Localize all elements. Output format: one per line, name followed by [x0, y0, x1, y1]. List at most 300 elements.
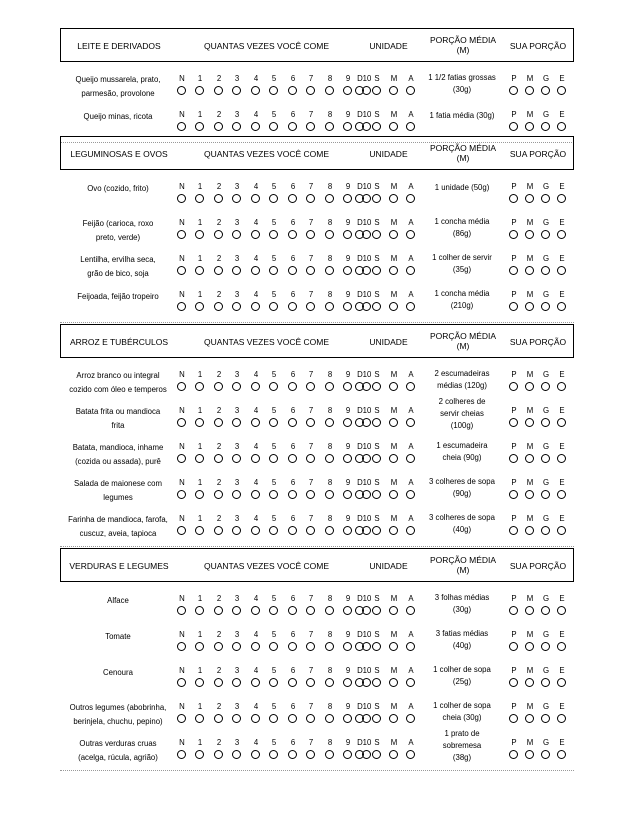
freq-option-6[interactable] — [288, 86, 297, 95]
unit-option-S[interactable] — [372, 266, 381, 275]
freq-option-8[interactable] — [325, 678, 334, 687]
freq-option-6[interactable] — [288, 382, 297, 391]
size-option-G[interactable] — [541, 266, 550, 275]
freq-option-6[interactable] — [288, 714, 297, 723]
size-option-P[interactable] — [509, 526, 518, 535]
freq-option-2[interactable] — [214, 642, 223, 651]
freq-option-8[interactable] — [325, 230, 334, 239]
unit-option-M[interactable] — [389, 382, 398, 391]
unit-option-D[interactable] — [355, 454, 364, 463]
unit-option-D[interactable] — [355, 642, 364, 651]
freq-option-9[interactable] — [343, 678, 352, 687]
freq-option-N[interactable] — [177, 454, 186, 463]
unit-option-D[interactable] — [355, 418, 364, 427]
size-option-M[interactable] — [525, 714, 534, 723]
size-option-G[interactable] — [541, 122, 550, 131]
unit-option-M[interactable] — [389, 122, 398, 131]
freq-option-7[interactable] — [306, 606, 315, 615]
freq-option-1[interactable] — [195, 86, 204, 95]
size-option-E[interactable] — [557, 122, 566, 131]
size-option-M[interactable] — [525, 382, 534, 391]
freq-option-1[interactable] — [195, 382, 204, 391]
freq-option-3[interactable] — [232, 230, 241, 239]
freq-option-2[interactable] — [214, 122, 223, 131]
freq-option-5[interactable] — [269, 194, 278, 203]
freq-option-2[interactable] — [214, 750, 223, 759]
freq-option-5[interactable] — [269, 750, 278, 759]
freq-option-9[interactable] — [343, 382, 352, 391]
size-option-M[interactable] — [525, 750, 534, 759]
size-option-P[interactable] — [509, 418, 518, 427]
freq-option-5[interactable] — [269, 490, 278, 499]
freq-option-7[interactable] — [306, 266, 315, 275]
unit-option-A[interactable] — [406, 714, 415, 723]
freq-option-8[interactable] — [325, 194, 334, 203]
freq-option-7[interactable] — [306, 490, 315, 499]
size-option-P[interactable] — [509, 266, 518, 275]
freq-option-N[interactable] — [177, 678, 186, 687]
freq-option-9[interactable] — [343, 490, 352, 499]
size-option-E[interactable] — [557, 750, 566, 759]
freq-option-8[interactable] — [325, 122, 334, 131]
freq-option-N[interactable] — [177, 418, 186, 427]
freq-option-4[interactable] — [251, 750, 260, 759]
freq-option-2[interactable] — [214, 194, 223, 203]
freq-option-1[interactable] — [195, 490, 204, 499]
freq-option-4[interactable] — [251, 526, 260, 535]
size-option-M[interactable] — [525, 230, 534, 239]
size-option-P[interactable] — [509, 642, 518, 651]
freq-option-9[interactable] — [343, 526, 352, 535]
unit-option-S[interactable] — [372, 642, 381, 651]
unit-option-D[interactable] — [355, 302, 364, 311]
size-option-M[interactable] — [525, 266, 534, 275]
size-option-G[interactable] — [541, 194, 550, 203]
size-option-P[interactable] — [509, 454, 518, 463]
unit-option-S[interactable] — [372, 194, 381, 203]
size-option-G[interactable] — [541, 714, 550, 723]
freq-option-7[interactable] — [306, 122, 315, 131]
freq-option-3[interactable] — [232, 266, 241, 275]
unit-option-D[interactable] — [355, 86, 364, 95]
freq-option-N[interactable] — [177, 382, 186, 391]
freq-option-2[interactable] — [214, 302, 223, 311]
freq-option-5[interactable] — [269, 302, 278, 311]
freq-option-8[interactable] — [325, 266, 334, 275]
freq-label: 10 — [362, 254, 372, 263]
unit-option-S[interactable] — [372, 714, 381, 723]
freq-option-9[interactable] — [343, 606, 352, 615]
freq-option-4[interactable] — [251, 606, 260, 615]
freq-option-3[interactable] — [232, 302, 241, 311]
unit-option-A[interactable] — [406, 122, 415, 131]
freq-option-5[interactable] — [269, 606, 278, 615]
freq-option-5[interactable] — [269, 86, 278, 95]
freq-option-8[interactable] — [325, 418, 334, 427]
unit-option-D[interactable] — [355, 606, 364, 615]
unit-option-S[interactable] — [372, 382, 381, 391]
size-option-P[interactable] — [509, 382, 518, 391]
freq-label: 9 — [345, 370, 351, 379]
freq-option-9[interactable] — [343, 266, 352, 275]
unit-option-A[interactable] — [406, 526, 415, 535]
freq-option-8[interactable] — [325, 302, 334, 311]
unit-option-M[interactable] — [389, 526, 398, 535]
unit-option-M[interactable] — [389, 678, 398, 687]
unit-option-D[interactable] — [355, 122, 364, 131]
unit-option-D[interactable] — [355, 750, 364, 759]
freq-option-1[interactable] — [195, 230, 204, 239]
size-option-M[interactable] — [525, 194, 534, 203]
unit-option-M[interactable] — [389, 86, 398, 95]
freq-option-1[interactable] — [195, 266, 204, 275]
size-option-M[interactable] — [525, 86, 534, 95]
freq-option-8[interactable] — [325, 490, 334, 499]
freq-option-1[interactable] — [195, 606, 204, 615]
freq-option-2[interactable] — [214, 382, 223, 391]
unit-option-A[interactable] — [406, 194, 415, 203]
unit-option-S[interactable] — [372, 86, 381, 95]
unit-option-M[interactable] — [389, 714, 398, 723]
size-option-M[interactable] — [525, 418, 534, 427]
unit-option-D[interactable] — [355, 678, 364, 687]
unit-label: A — [408, 514, 414, 523]
size-option-E[interactable] — [557, 230, 566, 239]
unit-option-A[interactable] — [406, 86, 415, 95]
freq-option-9[interactable] — [343, 454, 352, 463]
freq-option-5[interactable] — [269, 714, 278, 723]
freq-option-4[interactable] — [251, 266, 260, 275]
unit-option-M[interactable] — [389, 490, 398, 499]
freq-option-4[interactable] — [251, 678, 260, 687]
unit-option-S[interactable] — [372, 678, 381, 687]
unit-label: D — [357, 110, 363, 119]
freq-option-2[interactable] — [214, 606, 223, 615]
freq-option-8[interactable] — [325, 642, 334, 651]
freq-option-2[interactable] — [214, 454, 223, 463]
freq-option-2[interactable] — [214, 526, 223, 535]
size-option-G[interactable] — [541, 418, 550, 427]
size-option-G[interactable] — [541, 750, 550, 759]
freq-option-7[interactable] — [306, 526, 315, 535]
freq-option-8[interactable] — [325, 526, 334, 535]
freq-label: 10 — [362, 110, 372, 119]
freq-option-5[interactable] — [269, 418, 278, 427]
freq-option-6[interactable] — [288, 526, 297, 535]
unit-option-S[interactable] — [372, 750, 381, 759]
freq-option-N[interactable] — [177, 266, 186, 275]
unit-option-M[interactable] — [389, 454, 398, 463]
freq-option-7[interactable] — [306, 230, 315, 239]
freq-label: 8 — [327, 738, 333, 747]
unit-option-A[interactable] — [406, 678, 415, 687]
freq-option-4[interactable] — [251, 122, 260, 131]
size-option-G[interactable] — [541, 526, 550, 535]
unit-option-M[interactable] — [389, 230, 398, 239]
freq-option-3[interactable] — [232, 642, 241, 651]
freq-option-N[interactable] — [177, 302, 186, 311]
unit-option-A[interactable] — [406, 266, 415, 275]
freq-label: 1 — [197, 182, 203, 191]
freq-option-8[interactable] — [325, 454, 334, 463]
freq-option-7[interactable] — [306, 418, 315, 427]
portion-line: 3 folhas médias — [434, 593, 490, 602]
unit-option-A[interactable] — [406, 382, 415, 391]
freq-option-N[interactable] — [177, 194, 186, 203]
freq-option-1[interactable] — [195, 418, 204, 427]
size-option-P[interactable] — [509, 490, 518, 499]
size-option-G[interactable] — [541, 382, 550, 391]
freq-option-2[interactable] — [214, 86, 223, 95]
freq-option-N[interactable] — [177, 606, 186, 615]
freq-option-7[interactable] — [306, 302, 315, 311]
unit-option-D[interactable] — [355, 490, 364, 499]
size-option-P[interactable] — [509, 750, 518, 759]
freq-option-N[interactable] — [177, 642, 186, 651]
size-option-E[interactable] — [557, 526, 566, 535]
size-option-E[interactable] — [557, 86, 566, 95]
freq-option-5[interactable] — [269, 230, 278, 239]
freq-option-9[interactable] — [343, 418, 352, 427]
freq-option-5[interactable] — [269, 678, 278, 687]
freq-option-9[interactable] — [343, 194, 352, 203]
freq-option-8[interactable] — [325, 606, 334, 615]
freq-option-1[interactable] — [195, 678, 204, 687]
size-option-E[interactable] — [557, 194, 566, 203]
freq-option-6[interactable] — [288, 750, 297, 759]
freq-option-4[interactable] — [251, 194, 260, 203]
freq-option-N[interactable] — [177, 490, 186, 499]
freq-option-3[interactable] — [232, 606, 241, 615]
size-option-G[interactable] — [541, 642, 550, 651]
freq-option-2[interactable] — [214, 714, 223, 723]
freq-option-9[interactable] — [343, 86, 352, 95]
size-option-E[interactable] — [557, 606, 566, 615]
freq-option-4[interactable] — [251, 490, 260, 499]
freq-option-9[interactable] — [343, 302, 352, 311]
freq-option-6[interactable] — [288, 194, 297, 203]
food-name-line: Farinha de mandioca, farofa, — [68, 515, 168, 524]
freq-option-3[interactable] — [232, 678, 241, 687]
unit-option-D[interactable] — [355, 382, 364, 391]
freq-option-1[interactable] — [195, 526, 204, 535]
freq-option-3[interactable] — [232, 750, 241, 759]
freq-option-N[interactable] — [177, 750, 186, 759]
freq-option-6[interactable] — [288, 490, 297, 499]
freq-option-3[interactable] — [232, 490, 241, 499]
size-option-M[interactable] — [525, 302, 534, 311]
freq-option-1[interactable] — [195, 194, 204, 203]
unit-option-A[interactable] — [406, 418, 415, 427]
freq-option-6[interactable] — [288, 606, 297, 615]
unit-option-A[interactable] — [406, 230, 415, 239]
freq-option-5[interactable] — [269, 454, 278, 463]
freq-option-2[interactable] — [214, 678, 223, 687]
freq-option-6[interactable] — [288, 266, 297, 275]
freq-option-N[interactable] — [177, 714, 186, 723]
unit-option-M[interactable] — [389, 642, 398, 651]
unit-option-S[interactable] — [372, 302, 381, 311]
freq-label: 3 — [234, 370, 240, 379]
unit-option-S[interactable] — [372, 122, 381, 131]
size-option-P[interactable] — [509, 122, 518, 131]
freq-option-7[interactable] — [306, 714, 315, 723]
size-option-E[interactable] — [557, 266, 566, 275]
freq-option-4[interactable] — [251, 454, 260, 463]
freq-option-2[interactable] — [214, 266, 223, 275]
size-option-E[interactable] — [557, 490, 566, 499]
size-option-G[interactable] — [541, 490, 550, 499]
freq-option-6[interactable] — [288, 418, 297, 427]
freq-option-1[interactable] — [195, 750, 204, 759]
freq-option-1[interactable] — [195, 302, 204, 311]
unit-option-D[interactable] — [355, 266, 364, 275]
size-option-E[interactable] — [557, 454, 566, 463]
unit-option-D[interactable] — [355, 230, 364, 239]
freq-option-7[interactable] — [306, 86, 315, 95]
freq-option-3[interactable] — [232, 454, 241, 463]
unit-option-M[interactable] — [389, 302, 398, 311]
unit-option-A[interactable] — [406, 750, 415, 759]
freq-option-6[interactable] — [288, 302, 297, 311]
size-option-G[interactable] — [541, 302, 550, 311]
freq-option-1[interactable] — [195, 642, 204, 651]
freq-option-9[interactable] — [343, 122, 352, 131]
size-option-M[interactable] — [525, 490, 534, 499]
unit-option-S[interactable] — [372, 526, 381, 535]
size-option-M[interactable] — [525, 454, 534, 463]
size-option-G[interactable] — [541, 230, 550, 239]
unit-option-S[interactable] — [372, 606, 381, 615]
size-option-E[interactable] — [557, 302, 566, 311]
freq-option-5[interactable] — [269, 122, 278, 131]
unit-option-M[interactable] — [389, 194, 398, 203]
size-option-E[interactable] — [557, 714, 566, 723]
freq-option-2[interactable] — [214, 418, 223, 427]
unit-option-A[interactable] — [406, 606, 415, 615]
freq-option-9[interactable] — [343, 230, 352, 239]
size-option-P[interactable] — [509, 230, 518, 239]
size-option-E[interactable] — [557, 678, 566, 687]
unit-option-M[interactable] — [389, 418, 398, 427]
size-option-G[interactable] — [541, 606, 550, 615]
freq-option-N[interactable] — [177, 526, 186, 535]
freq-option-N[interactable] — [177, 86, 186, 95]
freq-option-8[interactable] — [325, 750, 334, 759]
freq-option-4[interactable] — [251, 86, 260, 95]
food-name-line: preto, verde) — [95, 233, 141, 242]
freq-option-7[interactable] — [306, 642, 315, 651]
freq-option-5[interactable] — [269, 382, 278, 391]
size-option-M[interactable] — [525, 606, 534, 615]
freq-option-N[interactable] — [177, 122, 186, 131]
unit-option-S[interactable] — [372, 230, 381, 239]
freq-option-1[interactable] — [195, 454, 204, 463]
freq-option-N[interactable] — [177, 230, 186, 239]
freq-option-9[interactable] — [343, 714, 352, 723]
unit-option-A[interactable] — [406, 642, 415, 651]
freq-option-4[interactable] — [251, 382, 260, 391]
freq-option-5[interactable] — [269, 266, 278, 275]
size-option-G[interactable] — [541, 86, 550, 95]
freq-option-7[interactable] — [306, 454, 315, 463]
freq-option-7[interactable] — [306, 194, 315, 203]
freq-option-4[interactable] — [251, 230, 260, 239]
unit-option-D[interactable] — [355, 194, 364, 203]
unit-option-S[interactable] — [372, 418, 381, 427]
size-label: E — [559, 182, 565, 191]
freq-option-6[interactable] — [288, 678, 297, 687]
freq-option-1[interactable] — [195, 122, 204, 131]
freq-option-1[interactable] — [195, 714, 204, 723]
size-option-P[interactable] — [509, 302, 518, 311]
unit-option-M[interactable] — [389, 606, 398, 615]
unit-option-A[interactable] — [406, 490, 415, 499]
unit-option-S[interactable] — [372, 490, 381, 499]
size-option-P[interactable] — [509, 714, 518, 723]
freq-option-9[interactable] — [343, 750, 352, 759]
freq-option-8[interactable] — [325, 714, 334, 723]
freq-option-3[interactable] — [232, 122, 241, 131]
freq-option-7[interactable] — [306, 750, 315, 759]
freq-option-3[interactable] — [232, 714, 241, 723]
freq-option-6[interactable] — [288, 122, 297, 131]
size-option-M[interactable] — [525, 122, 534, 131]
size-option-P[interactable] — [509, 194, 518, 203]
freq-option-4[interactable] — [251, 418, 260, 427]
size-option-G[interactable] — [541, 678, 550, 687]
freq-option-6[interactable] — [288, 230, 297, 239]
unit-option-D[interactable] — [355, 714, 364, 723]
unit-option-A[interactable] — [406, 454, 415, 463]
size-option-P[interactable] — [509, 606, 518, 615]
size-option-P[interactable] — [509, 86, 518, 95]
size-option-P[interactable] — [509, 678, 518, 687]
freq-option-8[interactable] — [325, 382, 334, 391]
size-option-M[interactable] — [525, 526, 534, 535]
unit-option-M[interactable] — [389, 266, 398, 275]
freq-option-8[interactable] — [325, 86, 334, 95]
freq-option-4[interactable] — [251, 714, 260, 723]
unit-option-S[interactable] — [372, 454, 381, 463]
freq-option-7[interactable] — [306, 678, 315, 687]
freq-option-5[interactable] — [269, 526, 278, 535]
freq-option-9[interactable] — [343, 642, 352, 651]
freq-option-7[interactable] — [306, 382, 315, 391]
size-option-E[interactable] — [557, 382, 566, 391]
unit-option-A[interactable] — [406, 302, 415, 311]
freq-option-3[interactable] — [232, 418, 241, 427]
freq-option-6[interactable] — [288, 642, 297, 651]
unit-option-M[interactable] — [389, 750, 398, 759]
unit-option-D[interactable] — [355, 526, 364, 535]
size-option-G[interactable] — [541, 454, 550, 463]
freq-option-3[interactable] — [232, 194, 241, 203]
freq-option-3[interactable] — [232, 86, 241, 95]
size-option-M[interactable] — [525, 642, 534, 651]
size-option-E[interactable] — [557, 642, 566, 651]
size-option-M[interactable] — [525, 678, 534, 687]
freq-option-4[interactable] — [251, 642, 260, 651]
freq-option-6[interactable] — [288, 454, 297, 463]
freq-option-5[interactable] — [269, 642, 278, 651]
size-option-E[interactable] — [557, 418, 566, 427]
freq-option-2[interactable] — [214, 490, 223, 499]
freq-option-3[interactable] — [232, 382, 241, 391]
freq-option-4[interactable] — [251, 302, 260, 311]
freq-option-3[interactable] — [232, 526, 241, 535]
freq-option-2[interactable] — [214, 230, 223, 239]
